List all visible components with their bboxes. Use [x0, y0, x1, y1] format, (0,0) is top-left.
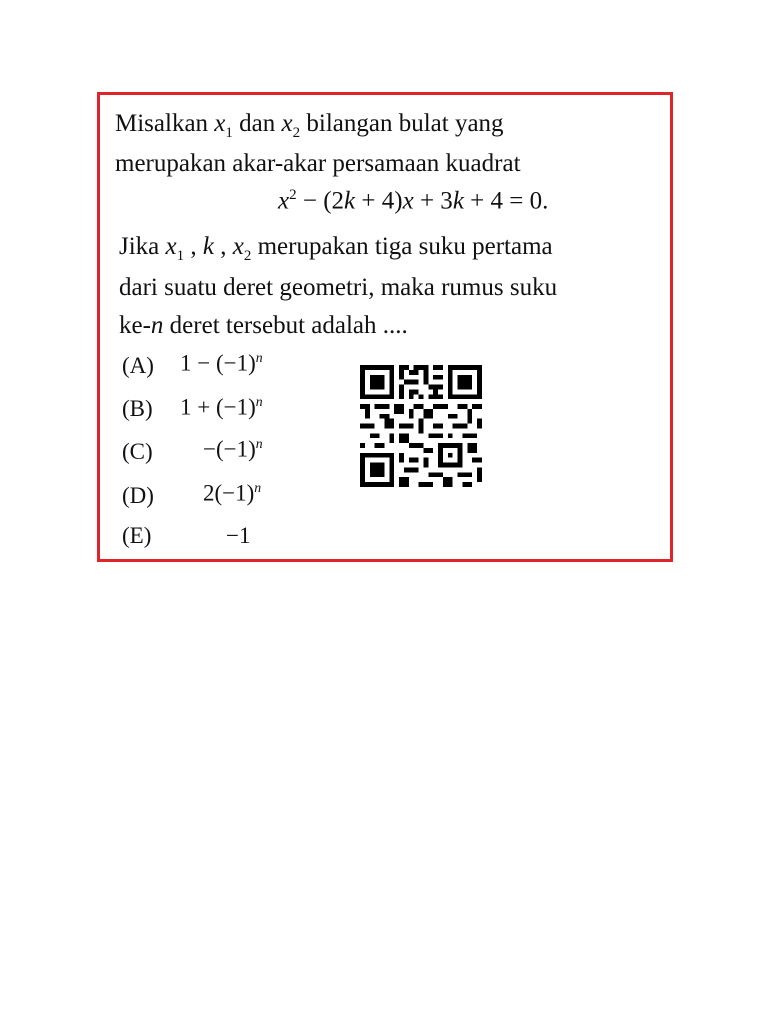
- option-expression: $1 - (-1)^n$: [180, 350, 263, 376]
- qr-code-icon[interactable]: [357, 365, 485, 487]
- question-line-2: merupakan akar-akar persamaan kuadrat: [115, 150, 521, 177]
- question-line-5: dari suatu deret geometri, maka rumus suku: [119, 274, 558, 301]
- option-expression: $-(-1)^n$: [203, 436, 263, 462]
- question-card: [97, 92, 673, 562]
- quadratic-equation: $x^2 - (2k + 4)x + 3k + 4 = 0$.: [278, 187, 549, 215]
- question-line-1: Misalkan $x_1$ dan $x_2$ bilangan bulat yang: [115, 110, 504, 141]
- option-label: (A): [122, 353, 154, 378]
- question-line-4: Jika $x_1$ , k , $x_2$ merupakan tiga suku pertama: [119, 233, 553, 264]
- option-expression: −1: [226, 523, 251, 548]
- option-label: (C): [122, 439, 153, 464]
- option-expression: $1 + (-1)^n$: [180, 394, 263, 420]
- option-expression: $2(-1)^n$: [203, 480, 262, 506]
- option-label: (E): [122, 523, 152, 548]
- option-label: (D): [122, 483, 154, 508]
- option-label: (B): [122, 396, 153, 421]
- question-line-6: ke-n deret tersebut adalah ....: [119, 312, 408, 339]
